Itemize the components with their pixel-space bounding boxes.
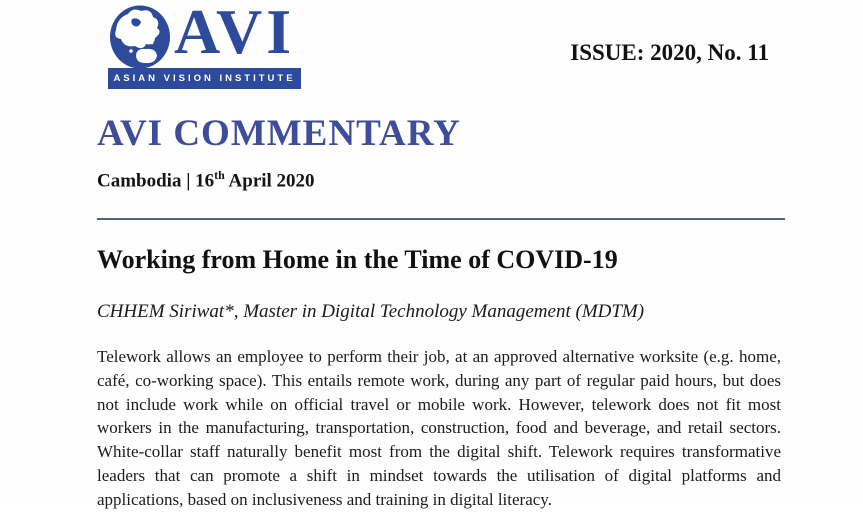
dateline-prefix: Cambodia | 16 <box>97 170 215 192</box>
logo-acronym: AVI <box>174 0 296 67</box>
article-body: Telework allows an employee to perform their job, at an approved alternative worksite (e.g. home, café, co-working space). This entails remote work, during any part of regular paid hours, but does not include work while on official travel or mobile work. However, telework does not fit most workers in the manufacturing, transportation, construction, food and beverage, and retail sectors. White-collar staff naturally benefit most from the digital shift. Telework requires transformative leaders that can promote a shift in mindset towards the utilisation of digital platforms and applications, based on inclusiveness and training in digital literacy. <box>97 347 781 509</box>
dateline-suffix: April 2020 <box>224 170 315 192</box>
dateline-ordinal-suffix: th <box>214 168 225 182</box>
dateline <box>97 168 315 192</box>
article-title: Working from Home in the Time of COVID-19 <box>97 245 618 274</box>
globe-asia-pacific-icon <box>108 5 172 69</box>
issue-number: ISSUE: 2020, No. 11 <box>570 40 769 65</box>
avi-logo <box>108 0 304 90</box>
horizontal-rule <box>97 218 785 220</box>
logo-tagline: ASIAN VISION INSTITUTE <box>113 73 296 84</box>
masthead-title: AVI COMMENTARY <box>97 113 461 154</box>
logo-tagline-bar <box>108 68 301 89</box>
article-byline: CHHEM Siriwat*, Master in Digital Technology Management (MDTM) <box>97 301 645 322</box>
